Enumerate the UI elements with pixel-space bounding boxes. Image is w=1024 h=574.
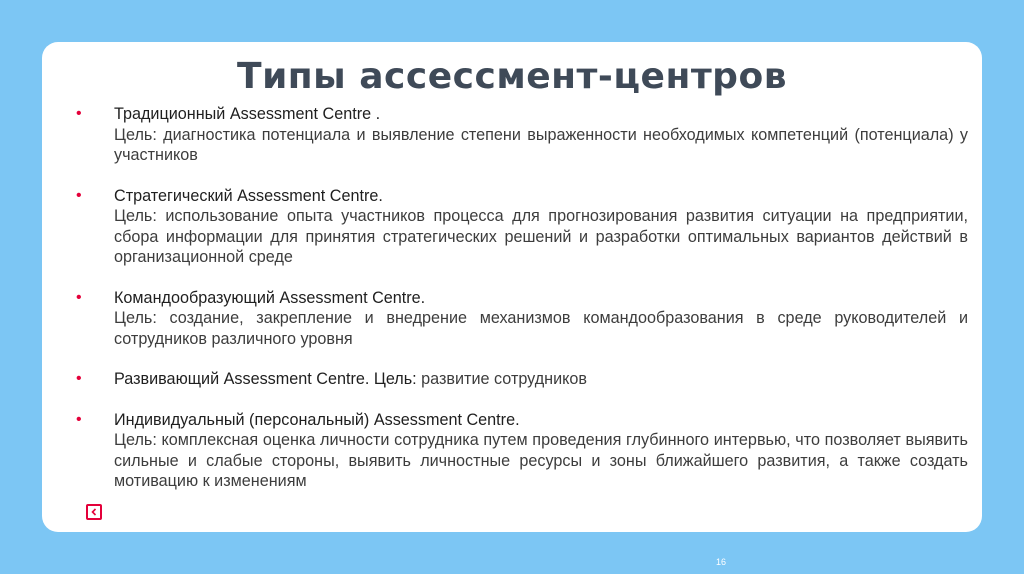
item-heading: Стратегический Assessment Centre. [114, 186, 383, 205]
item-heading: Традиционный Assessment Centre . [114, 105, 381, 123]
list-item [72, 288, 968, 350]
bullet-icon: • [76, 370, 82, 387]
item-description: Цель: комплексная оценка личности сотрудника путем проведения глубинного интервью, что позволяет выявить сильные и слабые стороны, выявить личностные ресурсы и зоны ближайшего развития, а также создать мотивацию к изменениям [114, 431, 968, 490]
slide-title: Типы ассессмент-центров [237, 56, 787, 97]
list-item [72, 410, 968, 492]
item-heading: Развивающий Assessment Centre. Цель: [114, 370, 417, 388]
assessment-centre-types-list [72, 104, 968, 512]
list-item [72, 104, 968, 166]
item-heading: Индивидуальный (персональный) Assessment Centre. [114, 410, 520, 429]
item-description: развитие сотрудников [421, 370, 588, 388]
slide-card [42, 42, 982, 532]
page-number: 16 [716, 557, 727, 567]
item-description: Цель: диагностика потенциала и выявление степени выраженности необходимых компетенций (потенциала) у участников [114, 125, 968, 164]
item-description: Цель: создание, закрепление и внедрение механизмов командообразования в среде руководителей и сотрудников различного уровня [114, 309, 968, 348]
list-item [72, 369, 968, 390]
chevron-left-icon[interactable] [86, 504, 102, 520]
bullet-icon: • [76, 410, 82, 428]
bullet-icon: • [76, 186, 82, 204]
bullet-icon: • [76, 105, 82, 122]
bullet-icon: • [76, 288, 82, 306]
item-heading: Командообразующий Assessment Centre. [114, 288, 426, 307]
item-description: Цель: использование опыта участников процесса для прогнозирования развития ситуации на предприятии, сбора информации для принятия стратегических решений и разработки оптимальных вариантов действий в организационной среде [114, 207, 968, 266]
list-item [72, 186, 968, 268]
